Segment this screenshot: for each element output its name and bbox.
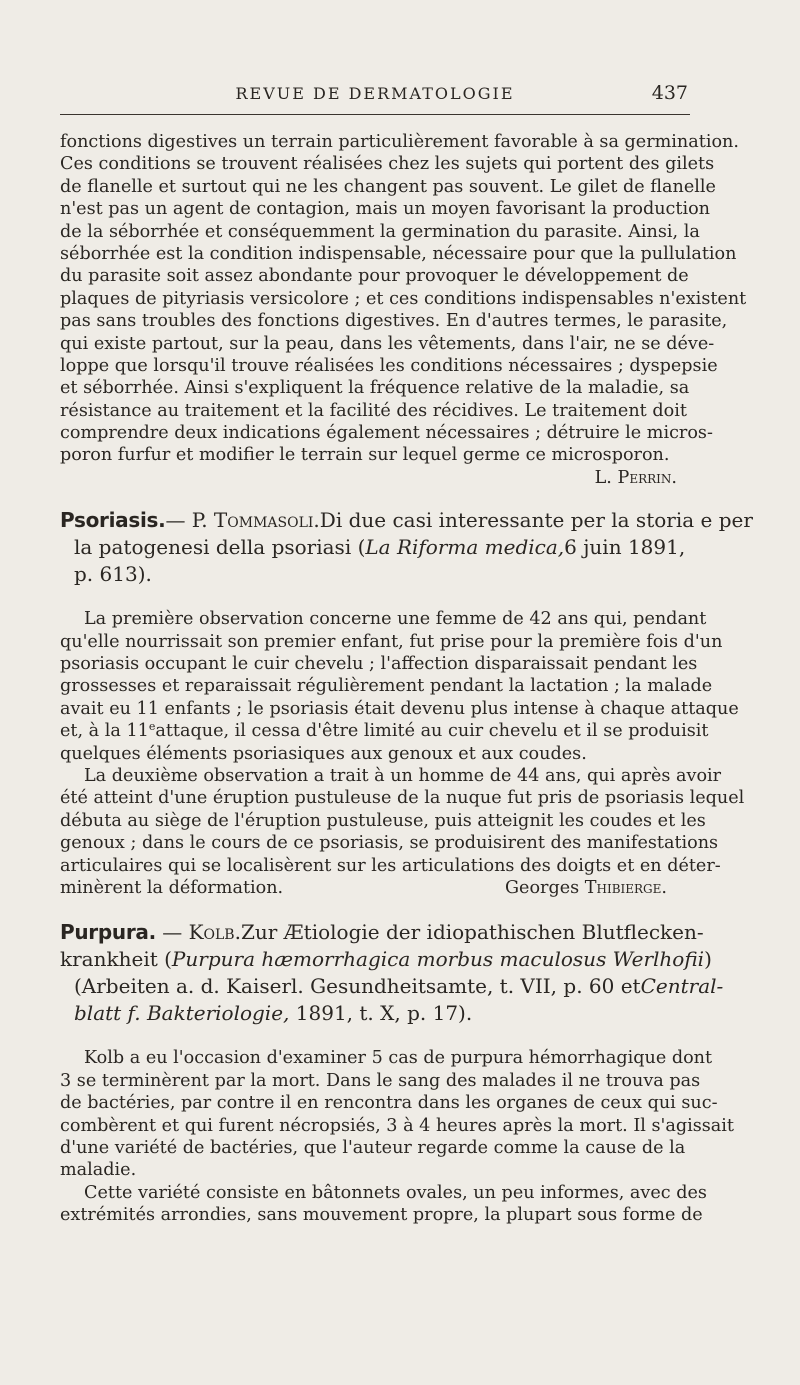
text-line: psoriasis occupant le cuir chevelu ; l'affection disparaissait pendant les [60,654,698,675]
text-line: et, à la 11e attaque, il cessa d'être limité au cuir chevelu et il se produisit [60,720,709,742]
review-author: Tommasoli. [213,508,320,533]
review-keyword: Psoriasis. [60,508,166,533]
text-line: pas sans troubles des fonctions digestives. En d'autres termes, le parasite, [60,311,728,332]
text-line: La deuxième observation a trait à un homme de 44 ans, qui après avoir [84,765,722,786]
review-continuation [60,131,747,489]
text-line: extrémités arrondies, sans mouvement propre, la plupart sous forme de [60,1205,703,1226]
review-author: Kolb. [188,920,241,945]
text-line: Cette variété consiste en bâtonnets ovales, un peu informes, avec des [84,1182,707,1203]
text-line: articulaires qui se localisèrent sur les articulations des doigts et en déter- [60,855,721,876]
text-line: grossesses et reparaissait régulièrement pendant la lactation ; la malade [60,676,713,697]
text-line: d'une variété de bactéries, que l'auteur regarde comme la cause de la [60,1137,686,1158]
title-dash: — P. [165,508,208,533]
review-title-line: (Arbeiten a. d. Kaiserl. Gesundheitsamte, t. VII, p. 60 et Central- [74,974,724,999]
journal-name: blatt f. Bakteriologie, [74,1001,290,1026]
text-line: été atteint d'une éruption pustuleuse de la nuque fut pris de psoriasis lequel [60,788,745,809]
text-line: avait eu 11 enfants ; le psoriasis était devenu plus intense à chaque attaque [60,698,739,719]
review-purpura [60,919,734,1226]
text-line: 3 se terminèrent par la mort. Dans le sang des malades il ne trouva pas [60,1070,701,1091]
review-title-line [60,534,685,561]
text-line: de flanelle et surtout qui ne les changent pas souvent. Le gilet de flanelle [60,176,716,197]
text-line: du parasite soit assez abondante pour provoquer le développement de [60,266,689,287]
text-line: de la séborrhée et conséquemment la germination du parasite. Ainsi, la [60,221,700,242]
title-date: 6 juin 1891, [564,535,686,560]
title-dash: — [162,920,183,945]
text-line: n'est pas un agent de contagion, mais un moyen favorisant la production [60,199,711,220]
page-header [60,80,690,115]
text-line: poron furfur et modifier le terrain sur lequel germe ce microsporon. [60,445,670,466]
disease-name: Purpura hæmorrhagica morbus maculosus Werlhofii [171,947,705,972]
text-line-with-signature: minèrent la déformation. Georges Thibierge. [60,877,667,898]
title-text: Zur Ætiologie der idiopathischen Blutflecken- [240,920,704,945]
journal-name: La Riforma medica, [365,535,565,560]
title-text: Di due casi interessante per la storia e per [319,508,753,533]
review-title-line: krankheit (Purpura hæmorrhagica morbus maculosus Werlhofii) [60,947,712,972]
text-line: fonctions digestives un terrain particulièrement favorable à sa germination. [60,132,739,152]
title-page: p. 613). [74,562,152,587]
text-line: Ces conditions se trouvent réalisées chez les sujets qui portent des gilets [60,154,715,175]
text-line: loppe que lorsqu'il trouve réalisées les conditions nécessaires ; dyspepsie [60,355,718,376]
text-line: maladie. [60,1160,137,1181]
review-title-line [60,561,685,588]
reviewer-signature [60,467,685,489]
running-title: REVUE DE DERMATOLOGIE [235,84,515,103]
text-line: résistance au traitement et la facilité des récidives. Le traitement doit [60,400,687,421]
text-line: Kolb a eu l'occasion d'examiner 5 cas de purpura hémorrhagique dont [84,1048,713,1069]
text-line: de bactéries, par contre il en rencontra dans les organes de ceux qui suc- [60,1093,718,1114]
text-line: La première observation concerne une femme de 42 ans qui, pendant [84,609,707,630]
page-body [60,131,753,1226]
review-title-line: blatt f. Bakteriologie, 1891, t. X, p. 17). [74,1001,473,1026]
page-number: 437 [651,82,688,104]
text-line: débuta au siège de l'éruption pustuleuse, puis atteignit les coudes et les [60,810,706,831]
review-title-line [60,507,753,534]
text-line: qui existe partout, sur la peau, dans les vêtements, dans l'air, ne se déve- [60,333,715,354]
text-line: genoux ; dans le cours de ce psoriasis, se produisirent des manifestations [60,833,719,854]
title-text: la patogenesi della psoriasi ( [74,535,366,560]
text-line: séborrhée est la condition indispensable, nécessaire pour que la pullulation [60,243,737,264]
review-title-line [60,919,704,946]
text-line: plaques de pityriasis versicolore ; et ces conditions indispensables n'existent [60,288,747,309]
text-line: qu'elle nourrissait son premier enfant, fut prise pour la première fois d'un [60,631,723,652]
text-line: combèrent et qui furent nécropsiés, 3 à 4 heures après la mort. Il s'agissait [60,1115,734,1136]
signature-text: L. Perrin. [594,467,677,488]
journal-name: Central- [640,974,724,999]
text-line: et séborrhée. Ainsi s'expliquent la fréquence relative de la maladie, sa [60,378,690,399]
text-line: comprendre deux indications également nécessaires ; détruire le micros- [60,423,713,444]
review-psoriasis [60,507,753,899]
review-keyword: Purpura. [60,920,156,945]
text-line: quelques éléments psoriasiques aux genoux et aux coudes. [60,743,587,764]
reviewer-signature: Georges Thibierge. [504,877,667,898]
